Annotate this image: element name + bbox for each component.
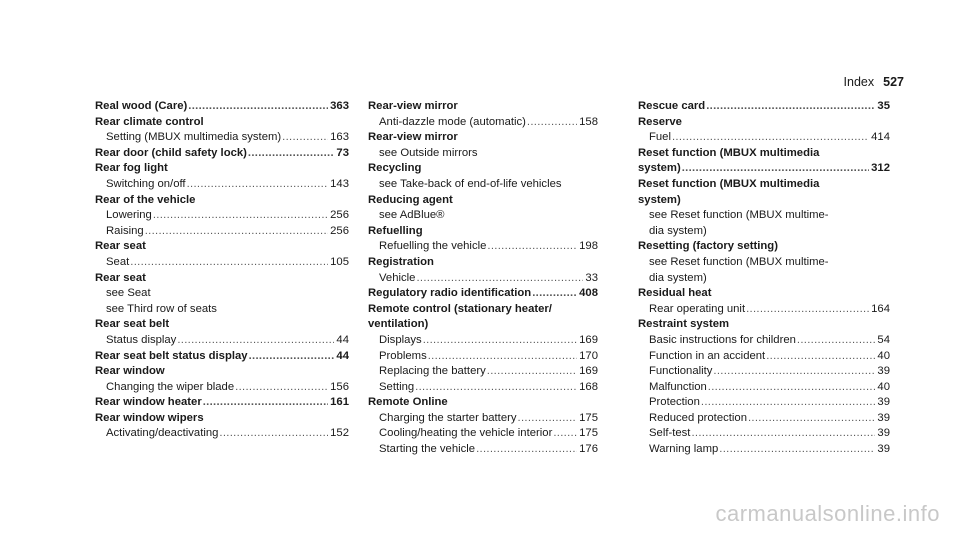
sub-entry-text: Fuel (649, 131, 671, 144)
entry-title: Reducing agent (368, 193, 453, 206)
sub-entry-row (95, 208, 349, 224)
sub-entry-row (368, 380, 598, 396)
sub-entry-text: Functionality (649, 365, 713, 378)
sub-entry-text: Function in an accident (649, 349, 766, 362)
sub-entry-text: Refuelling the vehicle (379, 240, 487, 253)
index-entry (638, 286, 890, 317)
page-header (844, 75, 904, 89)
index-entry (95, 349, 349, 365)
page-reference[interactable]: 170 (579, 349, 598, 362)
index-entry-row (95, 146, 349, 162)
index-entry (638, 115, 890, 146)
page-reference[interactable]: 152 (330, 427, 349, 440)
entry-title: Refuelling (368, 224, 423, 237)
entry-title: Reset function (MBUX multimedia (638, 177, 820, 190)
page-reference[interactable]: 143 (330, 177, 349, 190)
entry-title: Reserve (638, 115, 682, 128)
dot-leader (130, 255, 328, 271)
page-reference[interactable]: 175 (579, 411, 598, 424)
index-entry (95, 99, 349, 115)
dot-leader (708, 380, 876, 396)
dot-leader (188, 99, 328, 115)
sub-entry-text: Rear operating unit (649, 302, 746, 315)
index-entry (368, 99, 598, 130)
dot-leader (248, 146, 335, 162)
dot-leader (416, 271, 583, 287)
entry-title: Rear climate control (95, 115, 204, 128)
entry-title: Rear window (95, 365, 165, 378)
index-entry (95, 161, 349, 192)
index-entry (95, 115, 349, 146)
sub-entry-row (638, 364, 890, 380)
entry-title: Rear door (child safety lock) (95, 146, 247, 159)
index-entry (368, 130, 598, 161)
index-column-1 (95, 99, 349, 442)
index-entry (368, 302, 598, 396)
cross-reference[interactable]: dia system) (649, 224, 707, 237)
cross-reference[interactable]: see Take-back of end-of-life vehicles (379, 177, 562, 190)
sub-entry-text: Changing the wiper blade (106, 380, 235, 393)
page-reference[interactable]: 169 (579, 365, 598, 378)
sub-entry-row (638, 349, 890, 365)
dot-leader (532, 286, 577, 302)
page-reference[interactable]: 256 (330, 209, 349, 222)
index-entry (368, 286, 598, 302)
sub-entry-row (638, 130, 890, 146)
entry-title: Rear fog light (95, 162, 168, 175)
sub-entry-text: Anti-dazzle mode (automatic) (379, 115, 526, 128)
entry-title-continued: system) (638, 193, 681, 206)
sub-entry-text: Starting the vehicle (379, 443, 476, 456)
entry-title: Regulatory radio identification (368, 287, 532, 300)
page-reference[interactable]: 39 (877, 396, 890, 409)
sub-entry-text: Vehicle (379, 271, 416, 284)
sub-entry-row (95, 177, 349, 193)
dot-leader (145, 224, 328, 240)
sub-entry-row (638, 395, 890, 411)
dot-leader (719, 442, 875, 458)
entry-title: Rear of the vehicle (95, 193, 196, 206)
sub-entry-text: Protection (649, 396, 700, 409)
dot-leader (203, 395, 328, 411)
sub-entry-text: Lowering (106, 209, 152, 222)
page-reference[interactable]: 39 (877, 443, 890, 456)
sub-entry-row (95, 255, 349, 271)
sub-entry-row (638, 333, 890, 349)
cross-reference[interactable]: see AdBlue® (379, 209, 445, 222)
sub-entry-text: Self-test (649, 427, 691, 440)
dot-leader (706, 99, 875, 115)
page-reference[interactable]: 163 (330, 131, 349, 144)
sub-entry-row (95, 426, 349, 442)
page-reference[interactable]: 169 (579, 333, 598, 346)
dot-leader (415, 380, 577, 396)
sub-entry-text: Switching on/off (106, 177, 186, 190)
sub-entry-row (368, 239, 598, 255)
index-entry (95, 239, 349, 270)
dot-leader (249, 349, 335, 365)
dot-leader (691, 426, 875, 442)
entry-title: Rear seat belt (95, 318, 170, 331)
dot-leader (766, 349, 875, 365)
cross-reference[interactable]: dia system) (649, 271, 707, 284)
cross-reference[interactable]: see Outside mirrors (379, 146, 478, 159)
page-reference[interactable]: 156 (330, 380, 349, 393)
entry-title: Rear-view mirror (368, 100, 458, 112)
page-reference[interactable]: 44 (336, 349, 349, 362)
sub-entry-row (638, 411, 890, 427)
dot-leader (527, 115, 577, 131)
index-entry (95, 364, 349, 395)
page-reference[interactable]: 164 (871, 302, 890, 315)
entry-title: Rear-view mirror (368, 131, 458, 144)
index-entry (368, 255, 598, 286)
cross-reference[interactable]: see Seat (106, 287, 151, 300)
entry-title: Rescue card (638, 100, 706, 112)
entry-title: Real wood (Care) (95, 100, 188, 112)
index-column-3 (638, 99, 890, 458)
cross-reference[interactable]: see Reset function (MBUX multime- (649, 255, 829, 268)
dot-leader (487, 364, 577, 380)
page-reference[interactable]: 105 (330, 255, 349, 268)
entry-title: Residual heat (638, 287, 712, 300)
page-number: 527 (883, 75, 904, 89)
dot-leader (682, 161, 869, 177)
sub-entry-text: Raising (106, 224, 144, 237)
page-reference[interactable]: 312 (871, 162, 890, 175)
sub-entry-row (638, 426, 890, 442)
sub-entry-text: Malfunction (649, 380, 707, 393)
dot-leader (518, 411, 578, 427)
index-entry-row (368, 286, 598, 302)
index-entry (368, 193, 598, 224)
index-entry-row (95, 395, 349, 411)
sub-entry-row (368, 411, 598, 427)
index-entry (368, 395, 598, 457)
index-entry (638, 146, 890, 177)
page-reference[interactable]: 35 (877, 100, 890, 112)
sub-entry-text: Cooling/heating the vehicle interior (379, 427, 553, 440)
index-entry (95, 317, 349, 348)
index-entry (368, 224, 598, 255)
sub-entry-text: Replacing the battery (379, 365, 486, 378)
entry-title: Registration (368, 255, 434, 268)
page-reference[interactable]: 161 (330, 396, 349, 409)
entry-title: Resetting (factory setting) (638, 240, 778, 253)
sub-entry-row (95, 224, 349, 240)
dot-leader (476, 442, 577, 458)
sub-entry-row (368, 115, 598, 131)
dot-leader (177, 333, 334, 349)
index-entry-row (638, 99, 890, 115)
index-label: Index (843, 75, 875, 89)
index-entry-row (95, 349, 349, 365)
dot-leader (553, 426, 577, 442)
page-reference[interactable]: 158 (579, 115, 598, 128)
page-reference[interactable]: 39 (877, 411, 890, 424)
entry-title: system) (638, 162, 681, 175)
dot-leader (487, 239, 577, 255)
dot-leader (153, 208, 328, 224)
index-entry (95, 411, 349, 442)
page-reference[interactable]: 256 (330, 224, 349, 237)
dot-leader (428, 349, 577, 365)
index-entry (638, 317, 890, 457)
index-column-2 (368, 99, 598, 458)
index-entry (95, 395, 349, 411)
page-reference[interactable]: 414 (871, 131, 890, 144)
sub-entry-text: Basic instructions for children (649, 333, 796, 346)
sub-entry-row (368, 426, 598, 442)
index-entry-row (95, 99, 349, 115)
index-entry (638, 99, 890, 115)
entry-title: Recycling (368, 162, 422, 175)
dot-leader (235, 380, 328, 396)
entry-title-continued: ventilation) (368, 318, 429, 331)
page-reference[interactable]: 73 (336, 146, 349, 159)
page-reference[interactable]: 168 (579, 380, 598, 393)
page-reference[interactable]: 198 (579, 240, 598, 253)
page-reference[interactable]: 54 (877, 333, 890, 346)
index-entry (95, 146, 349, 162)
index-entry (638, 177, 890, 239)
index-entry-row (638, 161, 890, 177)
entry-title: Restraint system (638, 318, 730, 331)
sub-entry-row (95, 333, 349, 349)
dot-leader (219, 426, 328, 442)
sub-entry-row (368, 333, 598, 349)
sub-entry-row (638, 380, 890, 396)
sub-entry-row (95, 380, 349, 396)
sub-entry-row (368, 442, 598, 458)
index-entry (368, 161, 598, 192)
sub-entry-text: Setting (379, 380, 415, 393)
dot-leader (672, 130, 869, 146)
page-reference[interactable]: 39 (877, 427, 890, 440)
page-reference[interactable]: 44 (336, 333, 349, 346)
sub-entry-text: Seat (106, 255, 130, 268)
dot-leader (746, 302, 869, 318)
sub-entry-text: Setting (MBUX multimedia system) (106, 131, 282, 144)
sub-entry-text: Reduced protection (649, 411, 747, 424)
page-reference[interactable]: 175 (579, 427, 598, 440)
sub-entry-row (638, 442, 890, 458)
entry-title: Remote Online (368, 396, 448, 409)
page-reference[interactable]: 40 (877, 380, 890, 393)
page-reference[interactable]: 363 (330, 100, 349, 112)
dot-leader (748, 411, 875, 427)
entry-title: Rear window wipers (95, 411, 204, 424)
index-entry (95, 193, 349, 240)
dot-leader (423, 333, 577, 349)
page-reference[interactable]: 33 (585, 271, 598, 284)
page-reference[interactable]: 40 (877, 349, 890, 362)
sub-entry-row (368, 271, 598, 287)
entry-title: Rear seat (95, 240, 146, 253)
sub-entry-row (638, 302, 890, 318)
index-entry (95, 271, 349, 318)
sub-entry-row (368, 364, 598, 380)
dot-leader (713, 364, 875, 380)
sub-entry-text: Activating/deactivating (106, 427, 219, 440)
dot-leader (187, 177, 329, 193)
page-reference[interactable]: 39 (877, 365, 890, 378)
page-reference[interactable]: 408 (579, 287, 598, 300)
sub-entry-row (95, 130, 349, 146)
cross-reference[interactable]: see Reset function (MBUX multime- (649, 209, 829, 222)
dot-leader (701, 395, 876, 411)
sub-entry-text: Charging the starter battery (379, 411, 517, 424)
entry-title: Reset function (MBUX multimedia (638, 146, 820, 159)
entry-title: Remote control (stationary heater/ (368, 302, 552, 315)
page-reference[interactable]: 176 (579, 443, 598, 456)
sub-entry-row (368, 349, 598, 365)
index-entry (638, 239, 890, 286)
entry-title: Rear seat (95, 271, 146, 284)
dot-leader (282, 130, 328, 146)
sub-entry-text: Displays (379, 333, 422, 346)
entry-title: Rear seat belt status display (95, 349, 248, 362)
entry-title: Rear window heater (95, 396, 202, 409)
cross-reference[interactable]: see Third row of seats (106, 302, 217, 315)
sub-entry-text: Status display (106, 333, 177, 346)
sub-entry-text: Warning lamp (649, 443, 719, 456)
dot-leader (797, 333, 876, 349)
watermark: carmanualsonline.info (715, 501, 940, 526)
sub-entry-text: Problems (379, 349, 427, 362)
